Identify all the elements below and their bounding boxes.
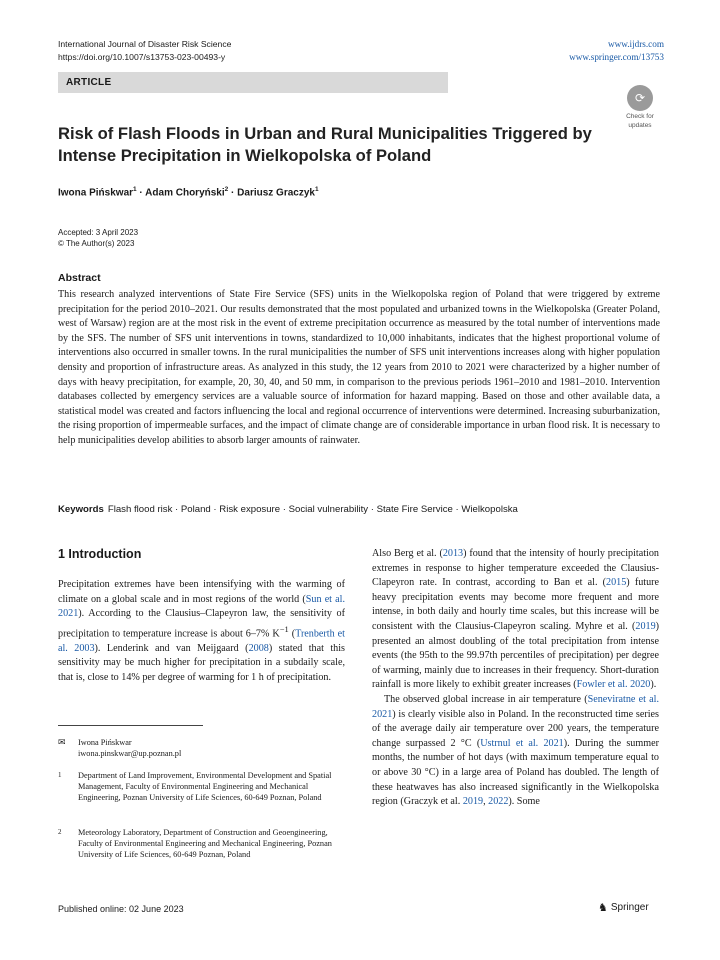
text-run: ). Lenderink and van Meijgaard ( bbox=[94, 642, 249, 654]
text-run: ) presented an almost doubling of the total precipitation from intense events (the 95th to the 99.97th percentiles of precipitation) per degree of warming, mainly due to increases in their frequency. Short-duration rainfall is more likely to exhibit greater increases ( bbox=[372, 620, 659, 691]
published-online: Published online: 02 June 2023 bbox=[58, 904, 184, 914]
citation-link[interactable]: 2013 bbox=[442, 548, 464, 559]
check-for-updates-badge[interactable] bbox=[618, 85, 662, 129]
left-column bbox=[58, 578, 345, 686]
paragraph bbox=[58, 578, 345, 686]
article-type-bar: ARTICLE bbox=[58, 72, 448, 93]
journal-sites bbox=[569, 38, 664, 63]
corresponding-author bbox=[58, 737, 345, 759]
text-run: The observed global increase in air temperature ( bbox=[384, 693, 588, 705]
author-name: Adam Choryński bbox=[145, 187, 225, 199]
author-list bbox=[58, 186, 319, 198]
text-run: ) future heavy precipitation events may become more frequent and more intense, in both daily and hourly time scales, but this increase will be consistent with the Clausius-Clapeyron scaling. Myhre et al. ( bbox=[372, 577, 659, 632]
springer-horse-icon: ♞ bbox=[598, 902, 608, 914]
site-link-springer[interactable]: www.springer.com/13753 bbox=[569, 51, 664, 62]
publication-dates bbox=[58, 227, 138, 249]
envelope-icon: ✉ bbox=[58, 737, 66, 747]
author-affiliation: 1 bbox=[133, 186, 137, 193]
citation-link[interactable]: 2008 bbox=[248, 642, 269, 654]
text-run: Also Berg et al. ( bbox=[372, 548, 443, 559]
text-run: ) is clearly visible also in Poland. In the reconstructed time series of the average daily air temperature over 200 years, the temperature change surpassed 2 °C ( bbox=[372, 708, 659, 749]
footnote-divider bbox=[58, 725, 203, 726]
accepted-date: Accepted: 3 April 2023 bbox=[58, 228, 139, 237]
keywords-list: Flash flood risk · Poland · Risk exposure · Social vulnerability · State Fire Service · Wielkopolska bbox=[107, 504, 518, 515]
publisher-name: Springer bbox=[610, 902, 649, 913]
right-column bbox=[372, 547, 659, 810]
author-affiliation: 2 bbox=[224, 186, 229, 193]
citation-link[interactable]: Trenberth et al. 2003 bbox=[58, 628, 345, 654]
affiliation-1 bbox=[58, 770, 345, 803]
author-separator: · bbox=[228, 187, 238, 199]
site-link-ijdrs[interactable]: www.ijdrs.com bbox=[607, 39, 664, 49]
paragraph bbox=[372, 693, 659, 810]
superscript: −1 bbox=[279, 623, 289, 634]
copyright-notice: © The Author(s) 2023 bbox=[58, 239, 135, 248]
text-run: Precipitation extremes have been intensifying with the warming of climate on a global scale and in most regions of the world ( bbox=[58, 579, 345, 605]
doi-link[interactable]: https://doi.org/10.1007/s13753-023-00493-y bbox=[58, 51, 226, 62]
citation-link[interactable]: Seneviratne et al. 2021 bbox=[372, 693, 659, 720]
text-run: ( bbox=[288, 628, 296, 640]
text-run: ) found that the intensity of hourly precipitation extremes in response to higher temperature exceeded the Clausius-Clapeyron rate. In contrast, according to Ban et al. ( bbox=[372, 548, 659, 589]
abstract-heading: Abstract bbox=[58, 272, 101, 284]
affiliation-2 bbox=[58, 827, 345, 860]
affiliation-number: 2 bbox=[58, 828, 62, 836]
abstract-text: This research analyzed interventions of State Fire Service (SFS) units in the Wielkopolska region of Poland that were triggered by extreme precipitation for the period 2010–2021. Our results demonstrated that the most populated and urbanized towns in the Wielkopolska (Greater Poland, west of Warsaw) region are at the most risk in the event of extreme precipitation occurrence as measured by the total number of interventions made by the SFS. The number of SFS unit interventions in towns, standardized to 10,000 inhabitants, indicates that the highest proportional volume of interventions also occurred in smaller towns. In the rural municipalities the number of SFS unit interventions increases along with higher population density and proportion of infrastructure areas. As analyzed in this study, the 12 years from 2010 to 2021 were characterized by a higher number of days with heavy precipitation, for example, 20, 30, 40, and 50 mm, in comparison to the previous periods 1961–2010 and 1981–2010. Intervention databases collected by emergency services are a valuable source of information for hazard mapping. Based on those and other available data, a statistical model was created and factors influencing the local and regional occurrence of interventions were determined. Increasing suburbanization, the rising proportion of impermeable surfaces, and the impact of climate change are of considerable importance in urban flood risk. It is necessary to help municipalities develop abilities to absorb larger amounts of rainwater. bbox=[58, 289, 660, 446]
text-run: ). According to the Clausius–Clapeyron law, the sensitivity of precipitation to temperature increase is about 6–7% K bbox=[58, 608, 345, 640]
refresh-icon: ⟳ bbox=[627, 85, 653, 111]
citation-link[interactable]: 2015 bbox=[606, 577, 627, 589]
paragraph bbox=[372, 547, 659, 693]
affiliation-number: 1 bbox=[58, 771, 62, 779]
corresponding-name: Iwona Pińskwar bbox=[78, 738, 132, 747]
citation-link[interactable]: Sun et al. 2021 bbox=[58, 593, 346, 620]
corresponding-email[interactable]: iwona.pinskwar@up.poznan.pl bbox=[78, 749, 182, 759]
citation-link[interactable]: 2019 bbox=[462, 796, 484, 808]
keywords-label: Keywords bbox=[58, 504, 104, 515]
citation-link[interactable]: 2019 bbox=[635, 620, 656, 632]
citation-link[interactable]: Fowler et al. 2020 bbox=[576, 679, 651, 691]
text-run: ). Some bbox=[508, 796, 540, 808]
author-separator: · bbox=[136, 187, 146, 199]
affiliation-text: Meteorology Laboratory, Department of Construction and Geoengineering, Faculty of Environmental Engineering and Mechanical Engineering, Poznan University of Life Sciences, 60-649 Poznan, Poland bbox=[78, 828, 332, 860]
journal-name: International Journal of Disaster Risk Science bbox=[58, 39, 232, 49]
section-heading-introduction: 1 Introduction bbox=[58, 547, 142, 561]
paper-title: Risk of Flash Floods in Urban and Rural Municipalities Triggered by Intense Precipitation in Wielkopolska of Poland bbox=[58, 124, 592, 165]
text-run: ). During the summer months, the number of hot days (with maximum temperature equal to or above 30 °C) in a large area of Poland has doubled. The length of these heatwaves has also increased significantly in the Wielkopolska region (Graczyk et al. bbox=[372, 737, 659, 808]
citation-link[interactable]: 2022 bbox=[488, 796, 509, 808]
keywords bbox=[58, 504, 660, 515]
text-run: ). bbox=[650, 679, 657, 691]
badge-label-1: Check for bbox=[626, 113, 654, 120]
text-run: ) stated that this sensitivity may be much higher for precipitation in a subdaily scale, that is, close to 14% per degree of warming for 1 h of precipitation. bbox=[58, 642, 345, 683]
badge-label-2: updates bbox=[628, 122, 652, 129]
citation-link[interactable]: Ustrnul et al. 2021 bbox=[480, 737, 564, 749]
journal-header bbox=[58, 38, 231, 63]
text-run: , bbox=[483, 796, 489, 808]
author-name: Iwona Pińskwar bbox=[58, 187, 134, 199]
author-name: Dariusz Graczyk bbox=[237, 187, 315, 199]
springer-logo bbox=[598, 901, 649, 914]
affiliation-text: Department of Land Improvement, Environmental Development and Spatial Management, Faculty of Environmental Engineering and Mechanical Engineering, Poznan University of Life Sciences, 60-649 Poznan, Poland bbox=[78, 771, 332, 803]
author-affiliation: 1 bbox=[314, 186, 319, 193]
